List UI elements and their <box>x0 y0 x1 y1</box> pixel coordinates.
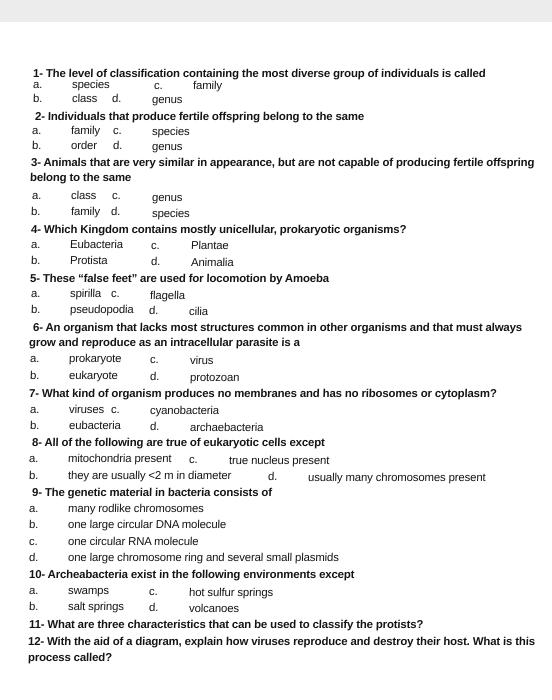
option-text: class <box>70 190 97 202</box>
option-text: Plantae <box>190 240 229 252</box>
option-text: species <box>151 126 190 138</box>
option-letter: a. <box>28 453 39 465</box>
option-text: eubacteria <box>68 420 121 432</box>
question-12-text: 12- With the aid of a diagram, explain how viruses reproduce and destroy their host. What is this <box>27 636 536 648</box>
option-letter: b. <box>28 470 39 482</box>
option-letter: b. <box>30 255 41 267</box>
option-letter: a. <box>32 79 43 91</box>
option-text: eukaryote <box>68 370 118 382</box>
option-text: genus <box>151 94 183 106</box>
question-6-text-cont: grow and reproduce as an intracellular parasite is a <box>28 337 300 349</box>
option-text: archaebacteria <box>189 422 264 434</box>
option-text: swamps <box>67 585 110 597</box>
option-text: volcanoes <box>188 603 240 615</box>
option-letter: c. <box>149 354 159 366</box>
option-letter: b. <box>30 206 41 218</box>
option-letter: c. <box>112 125 122 137</box>
option-text: Eubacteria <box>69 239 124 251</box>
question-4-text: 4- Which Kingdom contains mostly unicellular, prokaryotic organisms? <box>30 224 407 236</box>
option-text: flagella <box>149 290 186 302</box>
option-letter: a. <box>29 353 40 365</box>
option-letter: a. <box>28 503 39 515</box>
option-text: class <box>71 93 98 105</box>
question-8-text: 8- All of the following are true of eukaryotic cells except <box>31 437 325 449</box>
question-11-text: 11- What are three characteristics that can be used to classify the protists? <box>28 619 424 631</box>
question-3-text-cont: belong to the same <box>29 172 132 184</box>
option-letter: c. <box>111 190 121 202</box>
option-letter: b. <box>29 370 40 382</box>
option-letter: d. <box>148 602 159 614</box>
option-letter: d. <box>112 140 123 152</box>
option-letter: c. <box>28 536 38 548</box>
option-text: hot sulfur springs <box>188 587 274 599</box>
option-text: cyanobacteria <box>149 405 220 417</box>
question-12-text-cont: process called? <box>27 652 113 664</box>
option-text: genus <box>151 192 183 204</box>
question-9-text: 9- The genetic material in bacteria consists of <box>31 487 273 499</box>
option-text: they are usually <2 m in diameter <box>67 470 232 482</box>
option-text: genus <box>151 141 183 153</box>
question-6-text: 6- An organism that lacks most structures common in other organisms and that must always <box>32 322 523 334</box>
option-text: true nucleus present <box>228 455 330 467</box>
option-text: species <box>151 208 190 220</box>
option-letter: a. <box>30 288 41 300</box>
option-text: many rodlike chromosomes <box>67 503 204 515</box>
option-letter: c. <box>153 80 163 92</box>
option-text: Protista <box>69 255 108 267</box>
option-letter: c. <box>110 404 120 416</box>
question-3-text: 3- Animals that are very similar in appearance, but are not capable of producing fertile offspring <box>30 157 535 169</box>
option-letter: a. <box>29 404 40 416</box>
option-text: pseudopodia <box>69 304 134 316</box>
option-letter: a. <box>31 125 42 137</box>
question-1-text: 1- The level of classification containing the most diverse group of individuals is called <box>32 68 486 80</box>
option-letter: b. <box>31 140 42 152</box>
option-text: spirilla <box>69 288 102 300</box>
top-gray-bar <box>0 0 552 22</box>
option-text: order <box>70 140 98 152</box>
option-text: protozoan <box>189 372 240 384</box>
option-letter: d. <box>111 93 122 105</box>
option-text: prokaryote <box>68 353 122 365</box>
option-letter: d. <box>110 206 121 218</box>
option-letter: b. <box>28 601 39 613</box>
option-letter: c. <box>110 288 120 300</box>
option-letter: b. <box>32 93 43 105</box>
question-7-text: 7- What kind of organism produces no membranes and has no ribosomes or cytoplasm? <box>28 388 497 400</box>
option-text: species <box>71 79 110 91</box>
option-letter: c. <box>188 454 198 466</box>
option-text: family <box>70 206 101 218</box>
question-2-text: 2- Individuals that produce fertile offspring belong to the same <box>34 111 365 123</box>
option-letter: c. <box>148 586 158 598</box>
option-letter: d. <box>149 371 160 383</box>
option-letter: d. <box>148 305 159 317</box>
option-letter: a. <box>30 239 41 251</box>
option-letter: d. <box>149 421 160 433</box>
option-letter: b. <box>28 519 39 531</box>
option-letter: b. <box>29 420 40 432</box>
option-letter: d. <box>28 552 39 564</box>
option-text: mitochondria present <box>67 453 172 465</box>
option-letter: d. <box>267 471 278 483</box>
option-text: salt springs <box>67 601 125 613</box>
option-letter: a. <box>31 190 42 202</box>
option-text: one circular RNA molecule <box>67 536 199 548</box>
option-text: family <box>192 80 223 92</box>
option-letter: a. <box>28 585 39 597</box>
option-letter: c. <box>150 240 160 252</box>
option-text: one large chromosome ring and several small plasmids <box>67 552 339 564</box>
option-text: Animalia <box>190 257 234 269</box>
option-text: usually many chromosomes present <box>307 472 486 484</box>
option-text: one large circular DNA molecule <box>67 519 227 531</box>
option-letter: d. <box>150 256 161 268</box>
option-text: cilia <box>188 306 209 318</box>
option-text: virus <box>189 355 214 367</box>
option-letter: b. <box>30 304 41 316</box>
question-10-text: 10- Archeabacteria exist in the following environments except <box>28 569 355 581</box>
option-text: family <box>70 125 101 137</box>
question-5-text: 5- These “false feet” are used for locomotion by Amoeba <box>29 273 330 285</box>
option-text: viruses <box>68 404 105 416</box>
